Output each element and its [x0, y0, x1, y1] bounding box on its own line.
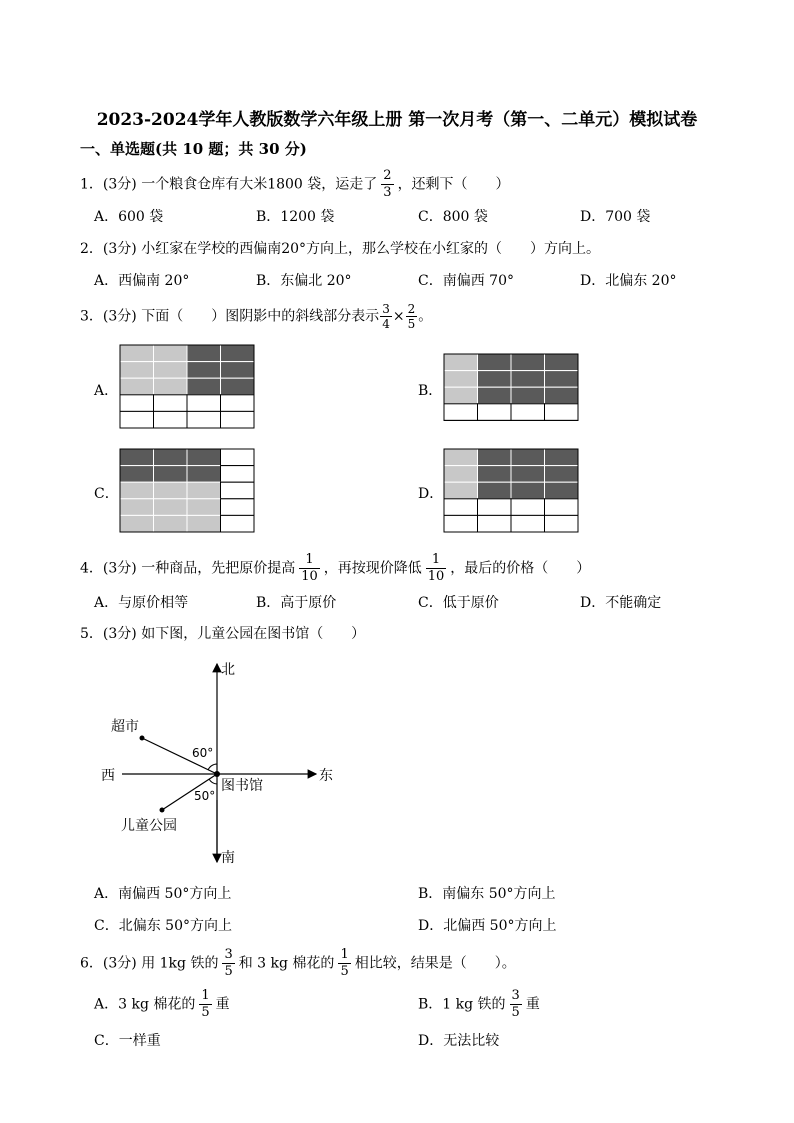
- label-supermarket: 超市: [111, 719, 139, 735]
- q6-option-b-suffix: 重: [525, 996, 540, 1013]
- q6-suffix: 相比较，结果是（ ）。: [354, 955, 516, 972]
- q1-option-d[interactable]: D．700 袋: [580, 209, 651, 225]
- q3-prefix: 3．(3分) 下面（ ）图阴影中的斜线部分表示: [80, 308, 380, 325]
- q2-option-c[interactable]: C．南偏西 70°: [418, 273, 514, 289]
- q2-option-a[interactable]: A．西偏南 20°: [94, 273, 190, 289]
- q5-option-b[interactable]: B．南偏东 50°方向上: [418, 886, 556, 902]
- q5-option-d[interactable]: D．北偏西 50°方向上: [418, 918, 557, 934]
- section-heading: 一、单选题(共 10 题；共 30 分): [80, 140, 307, 158]
- q4-option-b[interactable]: B．高于原价: [256, 595, 337, 611]
- label-east: 东: [319, 768, 333, 784]
- q3-option-b-label[interactable]: B．: [418, 383, 443, 399]
- angle-arc-50: [209, 779, 217, 784]
- q5-option-c[interactable]: C．北偏东 50°方向上: [94, 918, 232, 934]
- q2-option-d[interactable]: D．北偏东 20°: [580, 273, 677, 289]
- q6-option-a-text: A．3 kg 棉花的: [94, 996, 196, 1013]
- q3-fraction-1: $\frac{3}{4}$: [382, 302, 390, 331]
- question-5: 5．(3分) 如下图，儿童公园在图书馆（ ）: [80, 626, 366, 642]
- q6-fraction-1: $\frac{3}{5}$: [224, 947, 233, 979]
- park-point: [160, 808, 165, 813]
- q2-option-b[interactable]: B．东偏北 20°: [256, 273, 352, 289]
- label-library: 图书馆: [221, 778, 263, 794]
- q6-prefix: 6．(3分) 用 1kg 铁的: [80, 955, 219, 972]
- q6-option-a-suffix: 重: [215, 996, 230, 1013]
- q3-times: ×: [392, 308, 405, 325]
- q4-prefix: 4．(3分) 一种商品，先把原价提高: [80, 560, 296, 577]
- q3-option-c-label[interactable]: C．: [94, 486, 119, 502]
- label-north: 北: [221, 662, 235, 678]
- q6-option-b-fraction: $\frac{3}{5}$: [511, 988, 520, 1020]
- angle-arc-60: [208, 764, 217, 770]
- q3-option-a-label[interactable]: A．: [94, 383, 119, 399]
- q6-middle: 和 3 kg 棉花的: [238, 955, 335, 972]
- q3-suffix: 。: [418, 308, 433, 325]
- q1-option-c[interactable]: C．800 袋: [418, 209, 488, 225]
- library-point: [214, 771, 220, 777]
- q1-prefix: 1．(3分) 一个粮食仓库有大米1800 袋，运走了: [80, 176, 378, 193]
- q6-option-b[interactable]: [418, 988, 540, 1021]
- q6-option-a[interactable]: [94, 988, 230, 1021]
- q4-fraction-1: $\frac{1}{10}$: [301, 552, 318, 584]
- q4-option-a[interactable]: A．与原价相等: [94, 595, 189, 611]
- q6-option-d[interactable]: D．无法比较: [418, 1033, 500, 1049]
- q4-suffix: ，最后的价格（ ）: [450, 560, 591, 577]
- q1-fraction: $\frac{2}{3}$: [383, 168, 392, 200]
- q1-option-b[interactable]: B．1200 袋: [256, 209, 335, 225]
- q4-option-d[interactable]: D．不能确定: [580, 595, 662, 611]
- q4-middle: ，再按现价降低: [323, 560, 422, 577]
- supermarket-point: [140, 736, 145, 741]
- label-west: 西: [101, 768, 115, 784]
- q4-option-c[interactable]: C．低于原价: [418, 595, 499, 611]
- question-2: 2．(3分) 小红家在学校的西偏南20°方向上，那么学校在小红家的（ ）方向上。: [80, 241, 601, 257]
- question-6: [80, 947, 516, 980]
- q6-option-b-text: B．1 kg 铁的: [418, 996, 506, 1013]
- label-angle-60: 60°: [192, 746, 214, 760]
- q1-option-a[interactable]: A．600 袋: [94, 209, 164, 225]
- exam-title: 2023-2024学年人教版数学六年级上册 第一次月考（第一、二单元）模拟试卷: [96, 110, 698, 130]
- q3-option-d-label[interactable]: D．: [418, 486, 444, 502]
- label-angle-50: 50°: [194, 789, 216, 803]
- label-south: 南: [221, 850, 235, 866]
- q6-option-c[interactable]: C．一样重: [94, 1033, 161, 1049]
- q6-fraction-2: $\frac{1}{5}$: [340, 947, 349, 979]
- q1-suffix: ，还剩下（ ）: [397, 176, 510, 193]
- q3-fraction-2: $\frac{2}{5}$: [407, 302, 416, 331]
- q5-option-a[interactable]: A．南偏西 50°方向上: [94, 886, 232, 902]
- q6-option-a-fraction: $\frac{1}{5}$: [201, 988, 210, 1020]
- q4-fraction-2: $\frac{1}{10}$: [427, 552, 445, 584]
- label-park: 儿童公园: [121, 818, 177, 834]
